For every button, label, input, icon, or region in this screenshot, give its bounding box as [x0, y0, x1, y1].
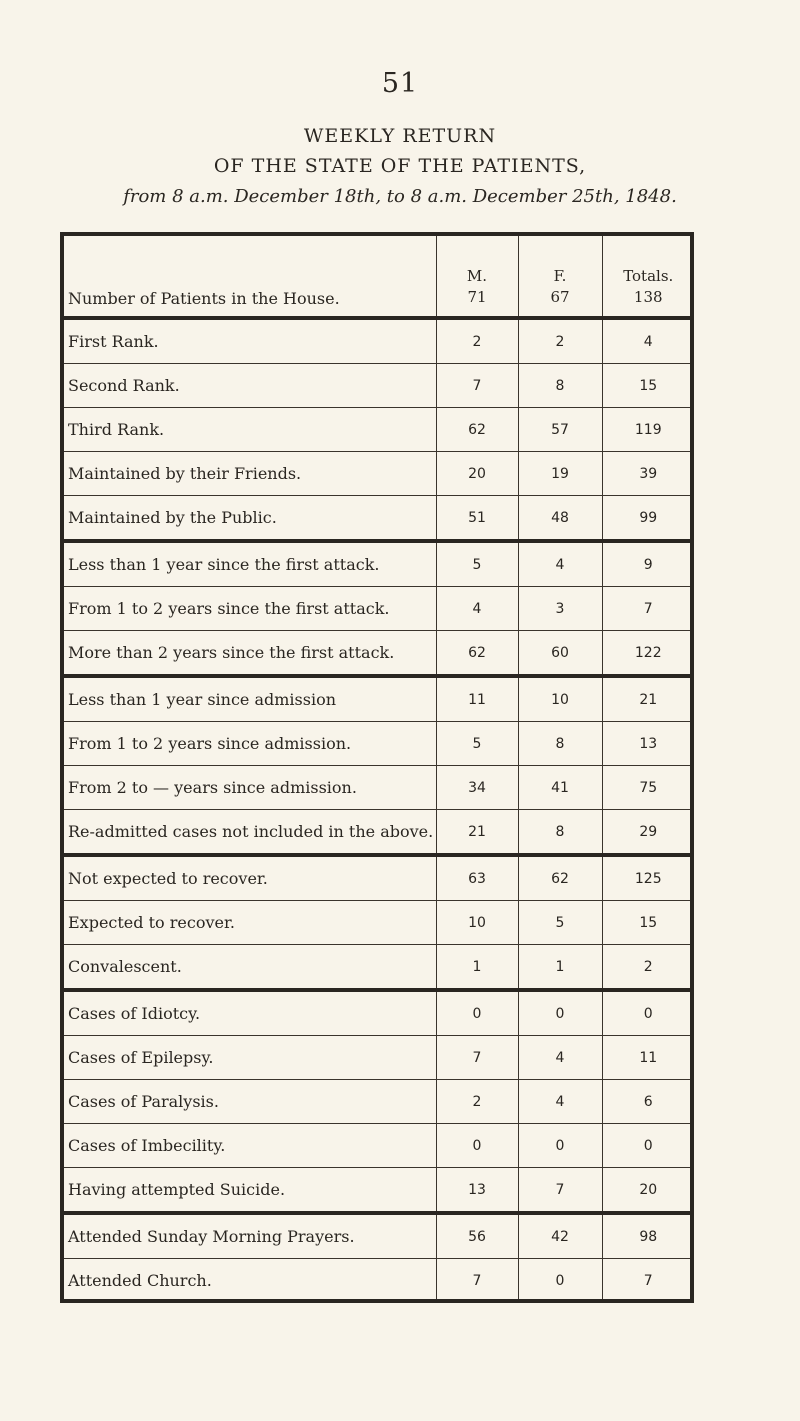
row-male: 34 — [436, 766, 518, 810]
header-total — [602, 232, 694, 318]
row-total: 7 — [602, 587, 694, 631]
row-female: 0 — [518, 1259, 602, 1303]
row-total: 0 — [602, 1124, 694, 1168]
row-total: 75 — [602, 766, 694, 810]
page-title: WEEKLY RETURN — [303, 125, 497, 147]
table-row — [60, 722, 694, 766]
row-label: Attended Sunday Morning Prayers. — [60, 1213, 436, 1259]
table-row — [60, 901, 694, 945]
row-total: 6 — [602, 1080, 694, 1124]
table-row — [60, 1259, 694, 1303]
row-label: Maintained by their Friends. — [60, 452, 436, 496]
row-total: 11 — [602, 1036, 694, 1080]
row-male: 56 — [436, 1213, 518, 1259]
row-female: 4 — [518, 541, 602, 587]
row-male: 0 — [436, 990, 518, 1036]
total-count: 138 — [633, 288, 663, 306]
row-total: 20 — [602, 1168, 694, 1214]
row-male: 7 — [436, 364, 518, 408]
table-row — [60, 1168, 694, 1214]
row-female: 8 — [518, 722, 602, 766]
row-label: From 1 to 2 years since the first attack. — [60, 587, 436, 631]
row-female: 0 — [518, 990, 602, 1036]
row-total: 125 — [602, 855, 694, 901]
row-female: 19 — [518, 452, 602, 496]
row-total: 13 — [602, 722, 694, 766]
row-total: 98 — [602, 1213, 694, 1259]
row-label: Cases of Idiotcy. — [60, 990, 436, 1036]
row-female: 60 — [518, 631, 602, 677]
row-male: 5 — [436, 722, 518, 766]
date-range: from 8 a.m. December 18th, to 8 a.m. December 25th, 1848. — [123, 186, 677, 207]
female-count: 67 — [550, 288, 570, 306]
row-label: More than 2 years since the first attack. — [60, 631, 436, 677]
row-label: Expected to recover. — [60, 901, 436, 945]
row-male: 4 — [436, 587, 518, 631]
row-label: Having attempted Suicide. — [60, 1168, 436, 1214]
row-female: 10 — [518, 676, 602, 722]
table-row — [60, 1036, 694, 1080]
row-label: Not expected to recover. — [60, 855, 436, 901]
table-row — [60, 496, 694, 542]
row-label: Third Rank. — [60, 408, 436, 452]
row-label: Convalescent. — [60, 945, 436, 991]
row-female: 0 — [518, 1124, 602, 1168]
row-male: 51 — [436, 496, 518, 542]
row-male: 10 — [436, 901, 518, 945]
row-male: 62 — [436, 408, 518, 452]
row-male: 2 — [436, 1080, 518, 1124]
row-female: 1 — [518, 945, 602, 991]
row-male: 7 — [436, 1036, 518, 1080]
row-total: 122 — [602, 631, 694, 677]
row-female: 8 — [518, 810, 602, 856]
row-total: 2 — [602, 945, 694, 991]
table-row — [60, 1124, 694, 1168]
row-label: Less than 1 year since admission — [60, 676, 436, 722]
table-row — [60, 810, 694, 856]
row-label: From 1 to 2 years since admission. — [60, 722, 436, 766]
row-label: Cases of Paralysis. — [60, 1080, 436, 1124]
row-label: Cases of Epilepsy. — [60, 1036, 436, 1080]
row-total: 15 — [602, 901, 694, 945]
row-female: 42 — [518, 1213, 602, 1259]
row-male: 0 — [436, 1124, 518, 1168]
row-total: 9 — [602, 541, 694, 587]
table-row — [60, 676, 694, 722]
row-label: First Rank. — [60, 318, 436, 364]
row-label: Re-admitted cases not included in the above. — [60, 810, 436, 856]
table-row — [60, 541, 694, 587]
row-female: 5 — [518, 901, 602, 945]
row-male: 1 — [436, 945, 518, 991]
row-label: Less than 1 year since the first attack. — [60, 541, 436, 587]
header-female — [518, 232, 602, 318]
row-total: 0 — [602, 990, 694, 1036]
row-total: 119 — [602, 408, 694, 452]
table-row — [60, 408, 694, 452]
header-label: Number of Patients in the House. — [60, 232, 436, 318]
row-female: 48 — [518, 496, 602, 542]
row-female: 8 — [518, 364, 602, 408]
row-male: 20 — [436, 452, 518, 496]
table-row — [60, 766, 694, 810]
table-row — [60, 990, 694, 1036]
row-total: 29 — [602, 810, 694, 856]
row-label: From 2 to — years since admission. — [60, 766, 436, 810]
page-number: 51 — [381, 68, 419, 99]
row-total: 15 — [602, 364, 694, 408]
table-row — [60, 945, 694, 991]
row-male: 2 — [436, 318, 518, 364]
female-heading: F. — [553, 267, 567, 285]
row-female: 57 — [518, 408, 602, 452]
table-row — [60, 855, 694, 901]
table-row — [60, 1213, 694, 1259]
male-heading: M. — [466, 267, 488, 285]
row-total: 99 — [602, 496, 694, 542]
table-row — [60, 364, 694, 408]
table-row — [60, 631, 694, 677]
table-row — [60, 587, 694, 631]
patients-return-table — [60, 232, 694, 1303]
male-count: 71 — [467, 288, 487, 306]
row-total: 4 — [602, 318, 694, 364]
row-label: Second Rank. — [60, 364, 436, 408]
row-male: 63 — [436, 855, 518, 901]
row-female: 4 — [518, 1036, 602, 1080]
row-female: 41 — [518, 766, 602, 810]
row-label: Cases of Imbecility. — [60, 1124, 436, 1168]
row-female: 62 — [518, 855, 602, 901]
table-row — [60, 452, 694, 496]
row-male: 7 — [436, 1259, 518, 1303]
header-male — [436, 232, 518, 318]
table-row — [60, 1080, 694, 1124]
row-male: 11 — [436, 676, 518, 722]
row-total: 39 — [602, 452, 694, 496]
row-female: 4 — [518, 1080, 602, 1124]
total-heading: Totals. — [623, 267, 674, 285]
row-female: 2 — [518, 318, 602, 364]
row-male: 13 — [436, 1168, 518, 1214]
row-female: 3 — [518, 587, 602, 631]
row-female: 7 — [518, 1168, 602, 1214]
row-male: 62 — [436, 631, 518, 677]
table-header-row — [60, 232, 694, 318]
row-total: 21 — [602, 676, 694, 722]
table-row — [60, 318, 694, 364]
row-label: Attended Church. — [60, 1259, 436, 1303]
row-total: 7 — [602, 1259, 694, 1303]
row-male: 5 — [436, 541, 518, 587]
row-label: Maintained by the Public. — [60, 496, 436, 542]
page-subtitle: OF THE STATE OF THE PATIENTS, — [213, 155, 587, 177]
row-male: 21 — [436, 810, 518, 856]
